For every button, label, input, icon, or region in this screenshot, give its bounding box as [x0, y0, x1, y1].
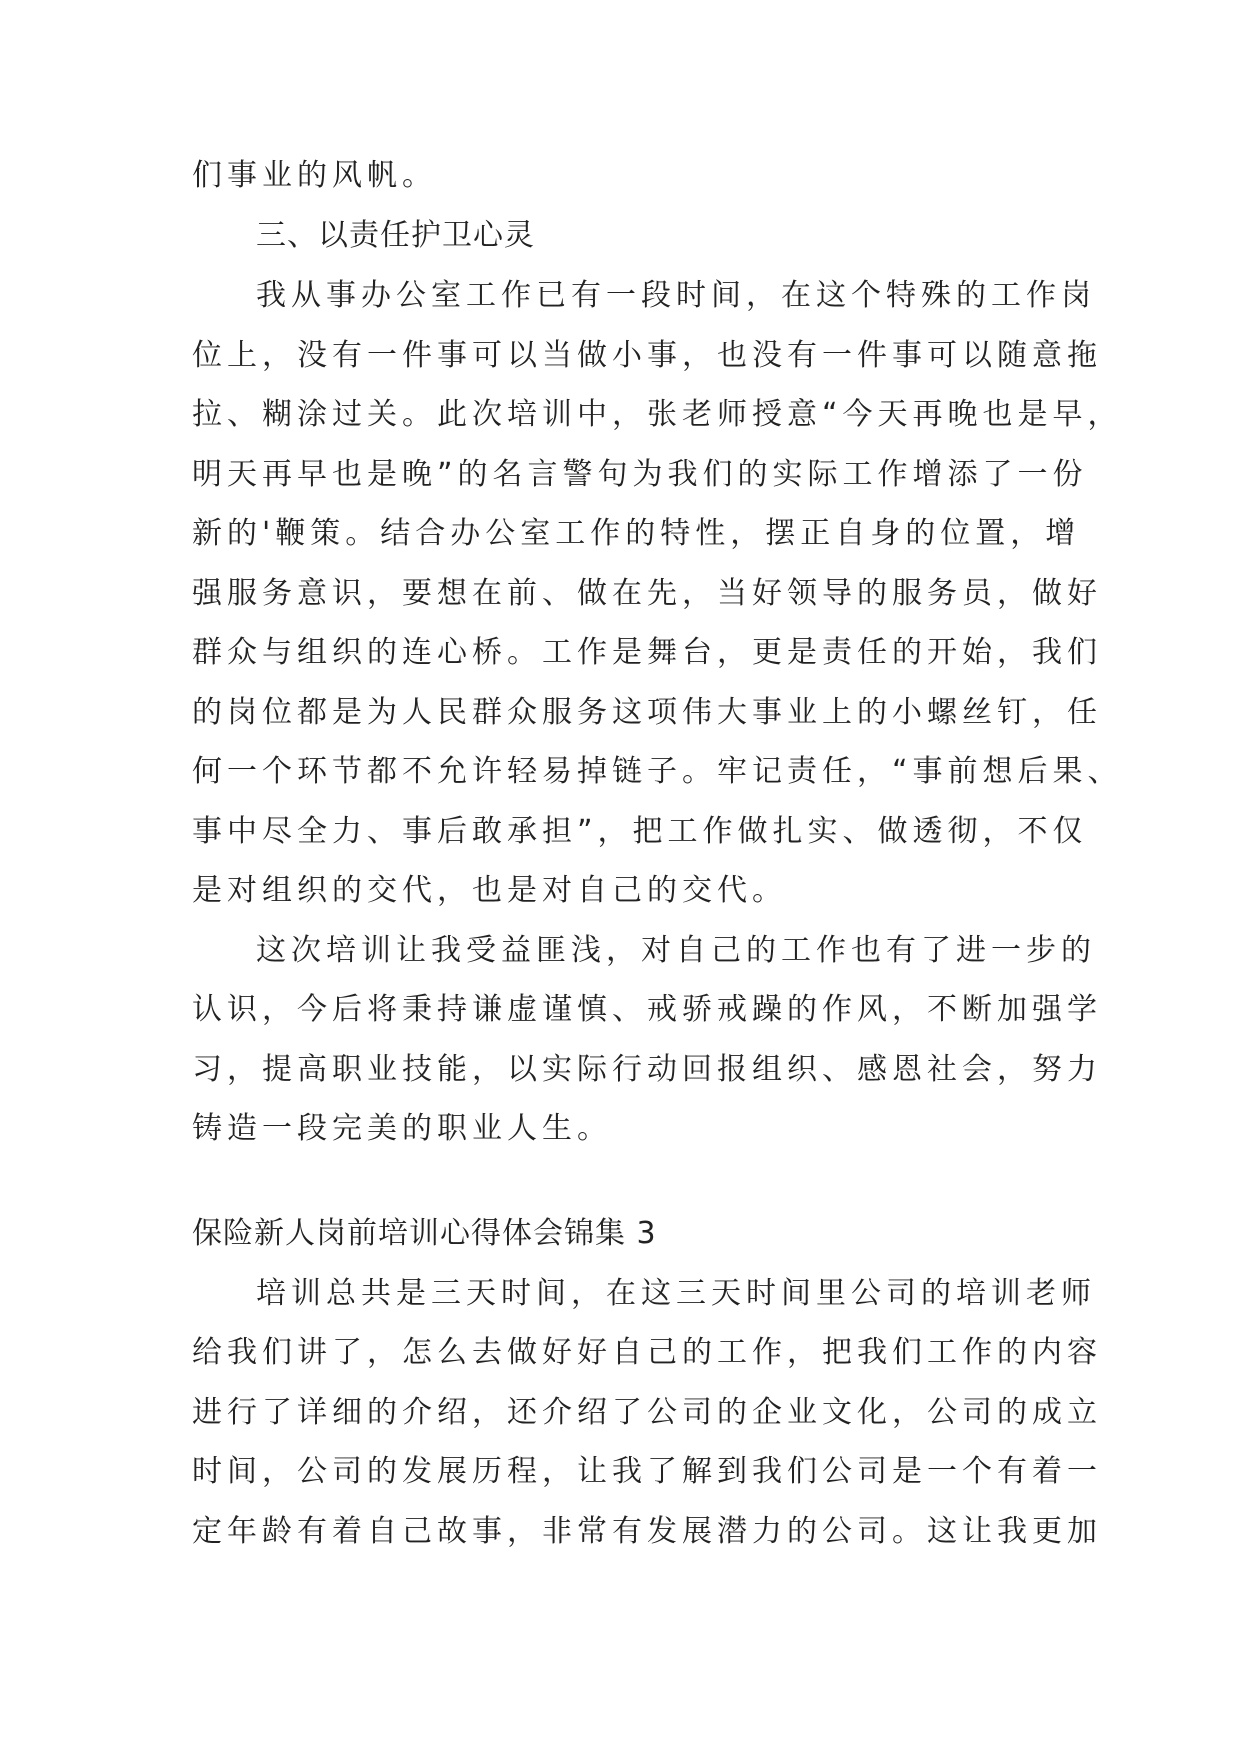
text-line: 强服务意识，要想在前、做在先，当好领导的服务员，做好 — [192, 576, 1102, 611]
text-line: 时间，公司的发展历程，让我了解到我们公司是一个有着一 — [192, 1454, 1102, 1489]
text-line: 我从事办公室工作已有一段时间，在这个特殊的工作岗 — [256, 278, 1096, 313]
text-line: 是对组织的交代，也是对自己的交代。 — [192, 873, 787, 908]
text-line: 事中尽全力、事后敢承担”，把工作做扎实、做透彻，不仅 — [192, 814, 1088, 849]
text-line: 给我们讲了，怎么去做好好自己的工作，把我们工作的内容 — [192, 1335, 1102, 1370]
text-line: 铸造一段完美的职业人生。 — [192, 1111, 612, 1146]
article-title: 保险新人岗前培训心得体会锦集 3 — [192, 1216, 657, 1251]
text-line: 群众与组织的连心桥。工作是舞台，更是责任的开始，我们 — [192, 635, 1102, 670]
section-heading: 三、以责任护卫心灵 — [256, 218, 535, 253]
text-line: 习，提高职业技能，以实际行动回报组织、感恩社会，努力 — [192, 1052, 1102, 1087]
text-line: 拉、糊涂过关。此次培训中，张老师授意“今天再晚也是早， — [192, 397, 1123, 432]
text-line: 明天再早也是晚”的名言警句为我们的实际工作增添了一份 — [192, 457, 1088, 492]
text-line: 进行了详细的介绍，还介绍了公司的企业文化，公司的成立 — [192, 1395, 1102, 1430]
text-line: 定年龄有着自己故事，非常有发展潜力的公司。这让我更加 — [192, 1514, 1102, 1549]
continuation-line: 们事业的风帆。 — [192, 158, 437, 193]
text-line: 新的'鞭策。结合办公室工作的特性，摆正自身的位置，增 — [192, 516, 1081, 551]
text-line: 位上，没有一件事可以当做小事，也没有一件事可以随意拖 — [192, 338, 1102, 373]
text-line: 这次培训让我受益匪浅，对自己的工作也有了进一步的 — [256, 933, 1096, 968]
text-line: 的岗位都是为人民群众服务这项伟大事业上的小螺丝钉，任 — [192, 695, 1102, 730]
text-line: 认识，今后将秉持谦虚谨慎、戒骄戒躁的作风，不断加强学 — [192, 992, 1102, 1027]
text-line: 何一个环节都不允许轻易掉链子。牢记责任，“事前想后果、 — [192, 754, 1123, 789]
text-line: 培训总共是三天时间，在这三天时间里公司的培训老师 — [256, 1276, 1096, 1311]
